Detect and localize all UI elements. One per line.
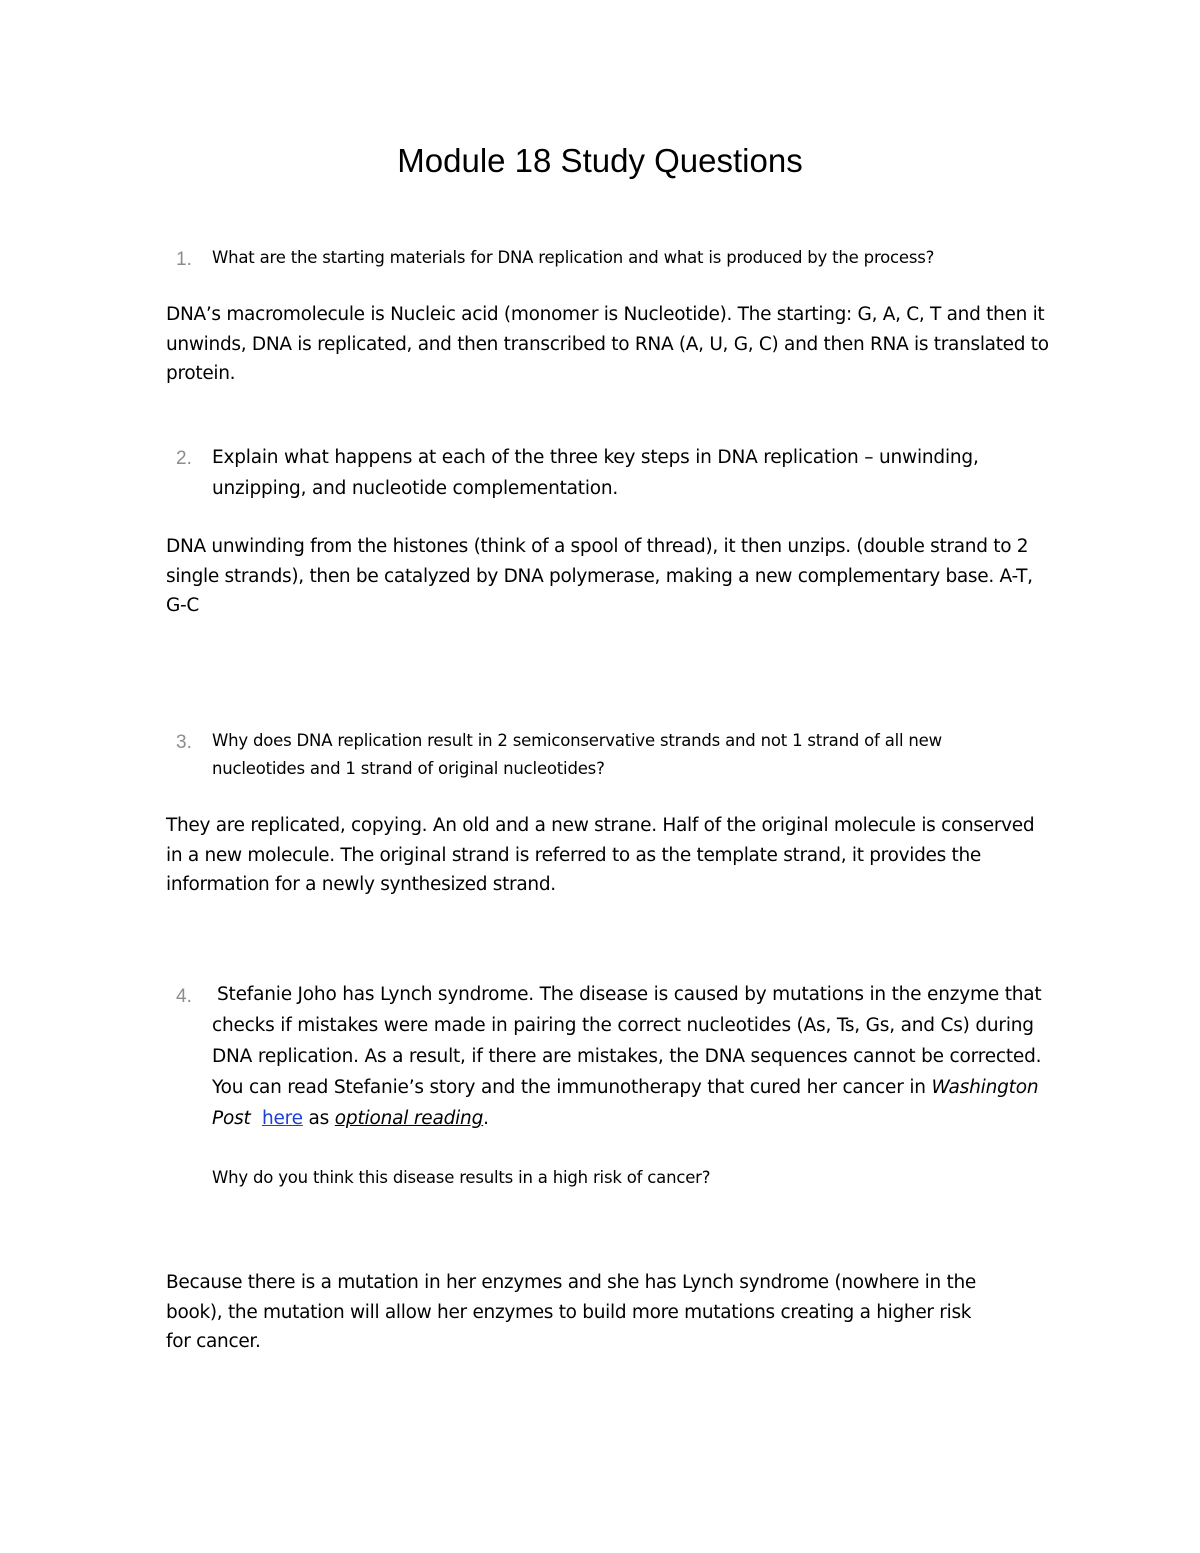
question-1-number: 1. bbox=[176, 249, 192, 270]
question-4-number: 4. bbox=[176, 986, 192, 1007]
question-4-subquestion: Why do you think this disease results in a high risk of cancer? bbox=[212, 1168, 711, 1187]
page-title: Module 18 Study Questions bbox=[397, 142, 803, 179]
question-1-text: What are the starting materials for DNA replication and what is produced by the process? bbox=[212, 248, 935, 267]
publication-name: Washington Post bbox=[212, 1077, 1039, 1129]
question-3-number: 3. bbox=[176, 732, 192, 753]
question-3-text: Why does DNA replication result in 2 semiconservative strands and not 1 strand of all new nucleotides and 1 strand of original nucleotides? bbox=[212, 731, 942, 778]
question-4-body: Stefanie Joho has Lynch syndrome. The disease is caused by mutations in the enzyme that checks if mistakes were made in pairing the correct nucleotides (As, Ts, Gs, and Cs) during DNA replication. As a result, if there are mistakes, the DNA sequences cannot be corrected. You can read Stefanie’s story and the immunotherapy that cured her cancer in bbox=[212, 984, 1042, 1098]
optional-reading-label: optional reading bbox=[334, 1108, 484, 1129]
answer-1-text: DNA’s macromolecule is Nucleic acid (monomer is Nucleotide). The starting: G, A, C, T and then it unwinds, DNA is replicated, and then transcribed to RNA (A, U, G, C) and then RNA is translated to protein. bbox=[166, 304, 1049, 384]
article-link[interactable]: here bbox=[261, 1108, 303, 1129]
end-punct: . bbox=[483, 1108, 489, 1129]
question-4-text bbox=[212, 979, 1062, 1134]
question-2-number: 2. bbox=[176, 448, 192, 469]
question-2-text: Explain what happens at each of the three key steps in DNA replication – unwinding, unzipping, and nucleotide complementation. bbox=[212, 447, 979, 499]
answer-4-text: Because there is a mutation in her enzymes and she has Lynch syndrome (nowhere in the book), the mutation will allow her enzymes to build more mutations creating a higher risk for cancer. bbox=[166, 1272, 976, 1352]
as-text: as bbox=[308, 1108, 330, 1129]
answer-2-text: DNA unwinding from the histones (think of a spool of thread), it then unzips. (double strand to 2 single strands), then be catalyzed by DNA polymerase, making a new complementary base. A-T, G-C bbox=[166, 536, 1033, 616]
answer-3-text: They are replicated, copying. An old and a new strane. Half of the original molecule is conserved in a new molecule. The original strand is referred to as the template strand, it provides the information for a newly synthesized strand. bbox=[166, 815, 1035, 895]
